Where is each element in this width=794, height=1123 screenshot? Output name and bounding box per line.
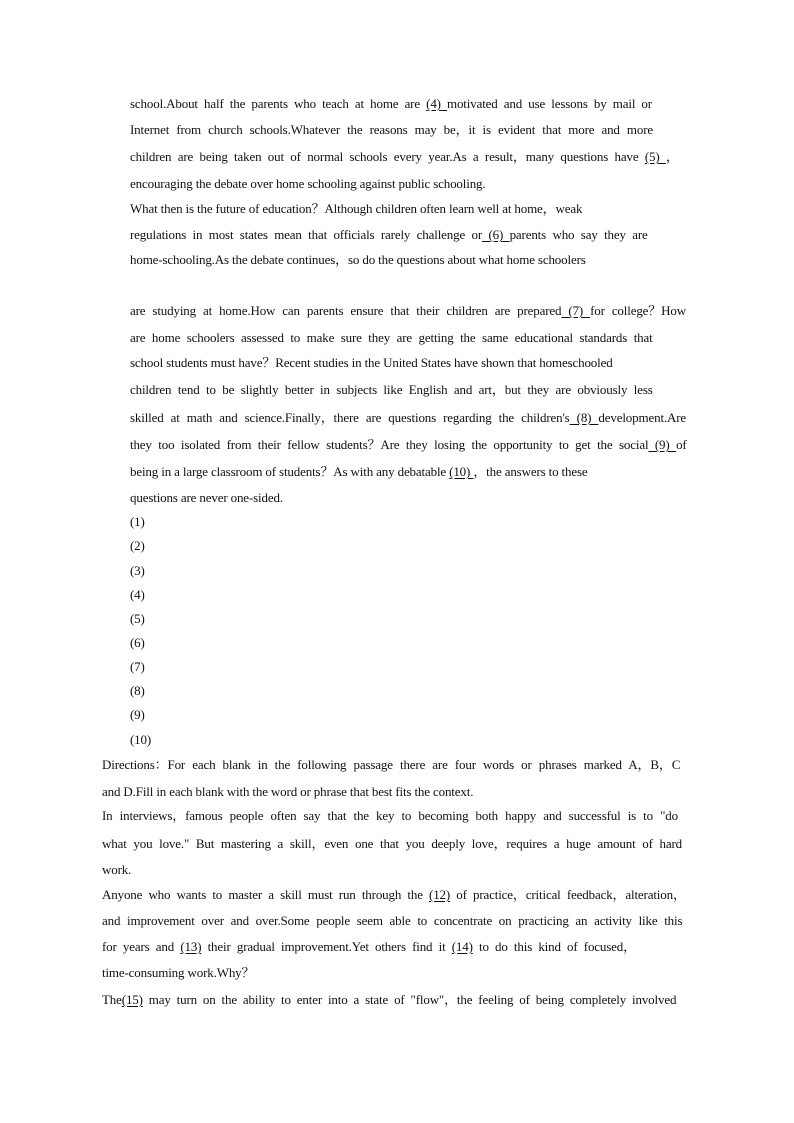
line-text: regulations in most states mean that officials rarely challenge or	[130, 227, 483, 242]
line-text: children are being taken out of normal schools every year.As a result，many questions have	[130, 149, 645, 164]
text-line	[102, 965, 254, 981]
line-text: ，the answers to these	[473, 464, 588, 479]
line-text: What then is the future of education？Although children often learn well at home，weak	[130, 201, 583, 216]
line-text: Internet from church schools.Whatever the reasons may be，it is evident that more and more	[130, 122, 653, 137]
line-text: school students must have？Recent studies in the United States have shown that homeschooled	[130, 355, 613, 370]
text-line	[130, 227, 648, 243]
line-text: of	[676, 437, 687, 452]
line-text: work.	[102, 862, 132, 877]
text-line	[130, 252, 586, 268]
text-line	[130, 201, 582, 217]
text-line	[102, 808, 678, 824]
line-text: children tend to be slightly better in subjects like English and art，but they are obviously less	[130, 382, 653, 397]
line-text: encouraging the debate over home schooling against public schooling.	[130, 176, 486, 191]
line-text: may turn on the ability to enter into a state of "flow"，the feeling of being completely involved	[142, 992, 677, 1007]
text-line	[102, 939, 636, 955]
line-text: their gradual improvement.Yet others find it	[201, 939, 452, 954]
text-line	[130, 410, 686, 426]
text-line	[130, 437, 687, 453]
line-text: skilled at math and science.Finally，there are questions regarding the children's	[130, 410, 570, 425]
answer-number: (6)	[130, 635, 145, 650]
line-text: Directions：For each blank in the following passage there are four words or phrases marked A，B，C	[102, 757, 681, 772]
blank-number: (13)	[180, 939, 202, 954]
line-text: what you love." But mastering a skill，even one that you deeply love，requires a huge amount of hard	[102, 836, 682, 851]
line-text: In interviews，famous people often say that the key to becoming both happy and successful is to "do	[102, 808, 678, 823]
blank-number: (4)	[426, 96, 447, 111]
text-line	[130, 122, 653, 138]
text-line	[130, 382, 653, 398]
line-text: Anyone who wants to master a skill must run through the	[102, 887, 430, 902]
blank-number: (15)	[121, 992, 143, 1007]
blank-number: (14)	[451, 939, 473, 954]
answer-number: (9)	[130, 707, 145, 722]
text-line	[130, 303, 686, 319]
line-text: for years and	[102, 939, 181, 954]
blank-number: (8)	[569, 410, 599, 425]
answer-number: (10)	[130, 732, 152, 747]
line-text: school.About half the parents who teach at home are	[130, 96, 427, 111]
line-text: they too isolated from their fellow students？Are they losing the opportunity to get the social	[130, 437, 649, 452]
answer-number: (7)	[130, 659, 145, 674]
text-line	[130, 355, 613, 371]
line-text: are home schoolers assessed to make sure they are getting the same educational standards that	[130, 330, 653, 345]
text-line	[102, 887, 686, 903]
line-text: to do this kind of focused，	[472, 939, 636, 954]
line-text: ，	[665, 149, 679, 164]
line-text: for college？How	[590, 303, 686, 318]
line-text: The	[102, 992, 122, 1007]
text-line	[102, 836, 682, 852]
text-line	[130, 464, 588, 480]
blank-number: (12)	[429, 887, 451, 902]
line-text: time-consuming work.Why？	[102, 965, 255, 980]
answer-number: (5)	[130, 611, 145, 626]
text-line	[130, 176, 486, 192]
text-line	[102, 784, 473, 800]
line-text: being in a large classroom of students？As with any debatable	[130, 464, 450, 479]
answer-number: (4)	[130, 587, 145, 602]
text-line	[102, 757, 680, 773]
line-text: questions are never one-sided.	[130, 490, 283, 505]
line-text: and D.Fill in each blank with the word or phrase that best fits the context.	[102, 784, 474, 799]
line-text: motivated and use lessons by mail or	[447, 96, 652, 111]
blank-number: (5)	[644, 149, 666, 164]
blank-number: (9)	[648, 437, 677, 452]
line-text: are studying at home.How can parents ensure that their children are prepared	[130, 303, 562, 318]
text-line	[130, 149, 679, 165]
text-line	[130, 490, 283, 506]
line-text: of practice，critical feedback，alteration，	[450, 887, 686, 902]
text-line	[102, 913, 682, 929]
line-text: home-schooling.As the debate continues，so do the questions about what home schoolers	[130, 252, 586, 267]
text-line	[102, 992, 676, 1008]
line-text: and improvement over and over.Some people seem able to concentrate on practicing an activity like this	[102, 913, 683, 928]
answer-number: (2)	[130, 538, 145, 553]
text-line	[130, 96, 652, 112]
answer-number: (1)	[130, 514, 145, 529]
answer-number: (3)	[130, 563, 145, 578]
line-text: development.Are	[598, 410, 687, 425]
blank-number: (6)	[482, 227, 510, 242]
blank-number: (10)	[449, 464, 474, 479]
answer-number: (8)	[130, 683, 145, 698]
text-line	[102, 862, 131, 878]
text-line	[130, 330, 653, 346]
line-text: parents who say they are	[509, 227, 648, 242]
blank-number: (7)	[561, 303, 591, 318]
